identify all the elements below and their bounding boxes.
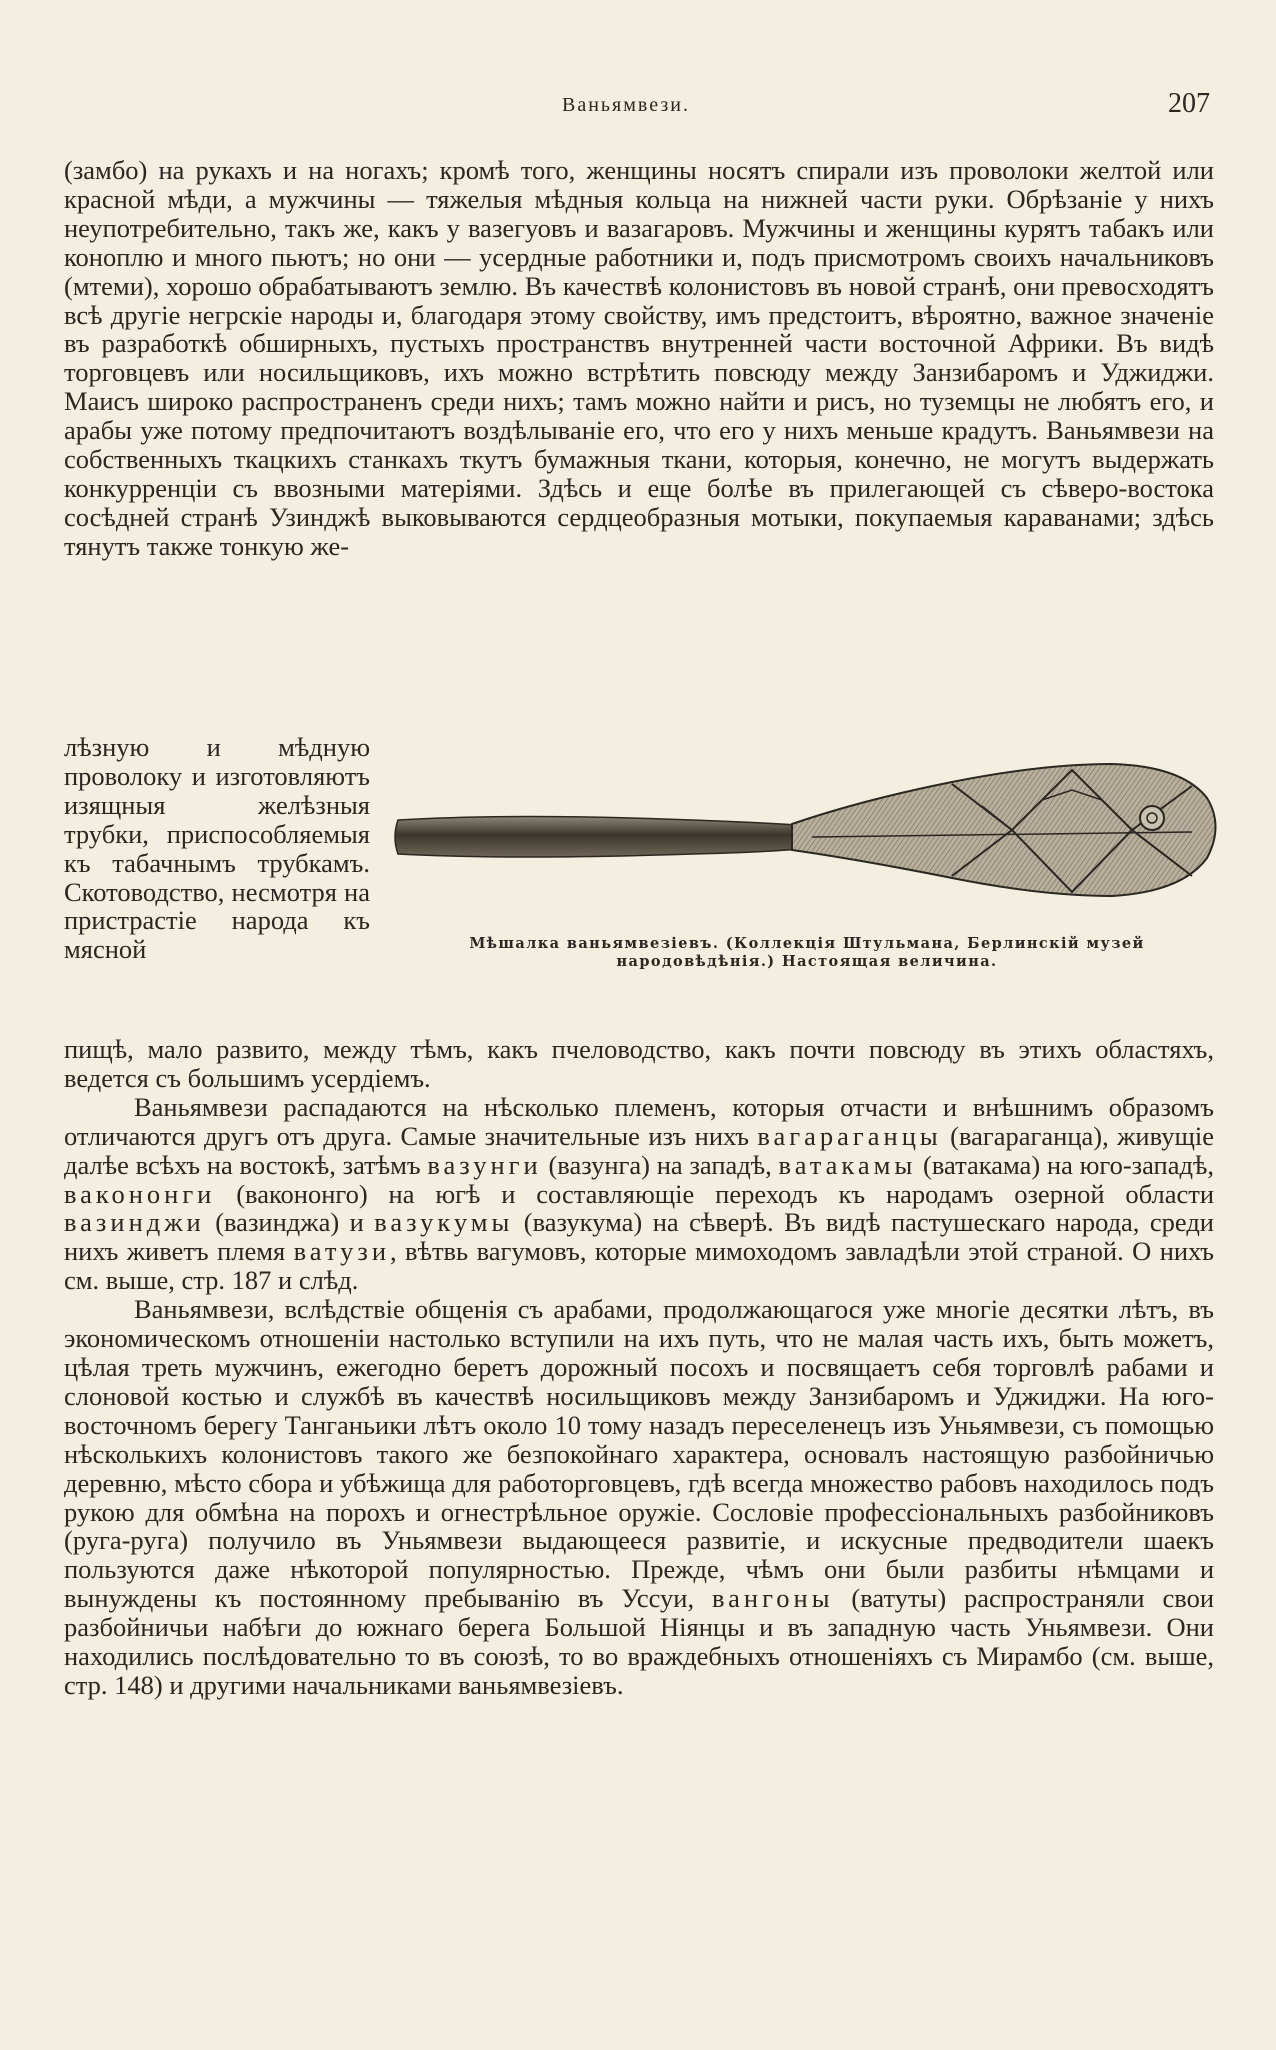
paragraph-2-seg: Ваньямвези распадаются на нѣсколько племенъ, которыя отчасти и внѣшнимъ образомъ отличаются другъ отъ друга. Самые значительные изъ нихъ — [64, 1091, 1214, 1151]
caption-line-1: Мѣшалка ваньямвезіевъ. (Коллекція Штульмана, Берлинскій музей — [469, 935, 1145, 952]
left-column-text: лѣзную и мѣдную проволоку и изготовляютъ изящныя желѣзныя трубки, приспособляемыя къ табачнымъ трубкамъ. Скотоводство, несмотря на пристрастіе народа къ мясной — [64, 732, 370, 965]
paragraph-2 — [64, 1093, 1214, 1295]
paragraph-1-end: пищѣ, мало развито, между тѣмъ, какъ пчеловодство, какъ почти повсюду въ этихъ областяхъ, ведется съ большимъ усердіемъ. — [64, 1034, 1214, 1093]
paragraph-2-seg: (вакононго) на югѣ и составляющіе переходъ къ народамъ озерной области — [215, 1178, 1214, 1209]
body-continuation — [64, 1035, 1214, 1700]
wrapped-left-column — [64, 733, 370, 964]
tribe-name: вазинджи — [64, 1207, 205, 1238]
paragraph-2-seg: (вазукума) на сѣверѣ. Въ видѣ пастушескаго народа, среди нихъ живетъ племя — [64, 1207, 1214, 1267]
tribe-name: вангоны — [711, 1583, 834, 1614]
paragraph-2-seg: (вазунга) на западѣ, — [541, 1149, 779, 1180]
tribe-name: вагараганцы — [757, 1120, 942, 1151]
tribe-name: вазукумы — [374, 1207, 514, 1238]
paragraph-2-seg: (вазинджа) и — [204, 1207, 375, 1238]
figure-caption — [392, 935, 1222, 971]
tribe-name: ватузи — [293, 1236, 390, 1267]
tribe-name: вакононги — [64, 1178, 216, 1209]
paragraph-3-seg: Ваньямвези, вслѣдствіе общенія съ арабами, продолжающагося уже многіе десятки лѣтъ, въ экономическомъ отношеніи настолько вступили на ихъ путь, что не малая часть ихъ, быть можетъ, цѣлая треть мужчинъ, ежегодно беретъ дорожный посохъ и посвящаетъ себя торговлѣ рабами и слоновой костью и службѣ въ качествѣ носильщиковъ между Занзибаромъ и Уджиджи. На юго-восточномъ берегу Танганьики лѣтъ около 10 тому назадъ переселенецъ изъ Уньямвези, съ помощью нѣсколькихъ колонистовъ такого же безпокойнаго характера, основалъ настоящую разбойничью деревню, мѣсто сбора и убѣжища для работорговцевъ, гдѣ всегда множество рабовъ находилось подъ рукою для обмѣна на порохъ и огнестрѣльное оружіе. Сословіе профессіональныхъ разбойниковъ (руга-руга) получило въ Уньямвези выдающееся развитіе, и искусные предводители шаекъ пользуются даже нѣкоторой популярностью. Прежде, чѣмъ они были разбиты нѣмцами и вынуждены къ постоянному пребыванію въ Уссуи, — [64, 1294, 1214, 1614]
stirring-spoon-illustration — [392, 760, 1222, 950]
paragraph-1 — [64, 156, 1214, 561]
spoon-handle — [395, 817, 812, 858]
page-number: 207 — [1168, 88, 1210, 119]
paragraph-2-seg: , вѣтвь вагумовъ, которые мимоходомъ завладѣли этой страной. О нихъ см. выше, стр. 187 и слѣд. — [64, 1236, 1214, 1296]
tribe-name: ватакамы — [778, 1149, 917, 1180]
paragraph-3-seg: (ватуты) распространяли свои разбойничьи набѣги до южнаго берега Большой Ніянцы и въ западную часть Уньямвези. Они находились послѣдовательно то въ союзѣ, то во враждебныхъ отношеніяхъ съ Мирамбо (см. выше, стр. 148) и другими начальниками ваньямвезіевъ. — [64, 1583, 1214, 1700]
tribe-name: вазунги — [427, 1149, 542, 1180]
paragraph-1-text: (замбо) на рукахъ и на ногахъ; кромѣ того, женщины носятъ спирали изъ проволоки желтой или красной мѣди, а мужчины — тяжелыя мѣдныя кольца на нижней части руки. Обрѣзаніе у нихъ неупотребительно, такъ же, какъ у вазегуовъ и вазагаровъ. Мужчины и женщины курятъ табакъ или коноплю и много пьютъ; но они — усердные работники и, подъ присмотромъ своихъ начальниковъ (мтеми), хорошо обрабатываютъ землю. Въ качествѣ колонистовъ въ новой странѣ, они превосходятъ всѣ другіе негрскіе народы и, благодаря этому свойству, имъ предстоитъ, вѣроятно, важное значеніе въ разработкѣ обширныхъ, пустыхъ пространствъ внутренней части восточной Африки. Въ видѣ торговцевъ или носильщиковъ, ихъ можно встрѣтить повсюду между Занзибаромъ и Уджиджи. Маисъ широко распространенъ среди нихъ; тамъ можно найти и рисъ, но туземцы не любятъ его, и арабы уже потому предпочитаютъ воздѣлываніе его, что его у нихъ меньше крадутъ. Ваньямвези на собственныхъ ткацкихъ станкахъ ткутъ бумажныя ткани, которыя, конечно, не могутъ выдержать конкурренціи съ ввозными матеріями. Здѣсь и еще болѣе въ прилегающей съ сѣверо-востока сосѣдней странѣ Узинджѣ выковываются сердцеобразныя мотыки, покупаемыя караванами; здѣсь тянутъ также тонкую же- — [64, 155, 1214, 561]
paragraph-3 — [64, 1295, 1214, 1700]
caption-line-2: народовѣдѣнія.) Настоящая величина. — [616, 953, 998, 970]
running-header: Ваньямвези. — [562, 94, 690, 116]
paragraph-2-seg: (вагараганца), живущіе далѣе всѣхъ на востокѣ, затѣмъ — [64, 1120, 1214, 1180]
paragraph-2-seg: (ватакама) на юго-западѣ, — [916, 1149, 1214, 1180]
